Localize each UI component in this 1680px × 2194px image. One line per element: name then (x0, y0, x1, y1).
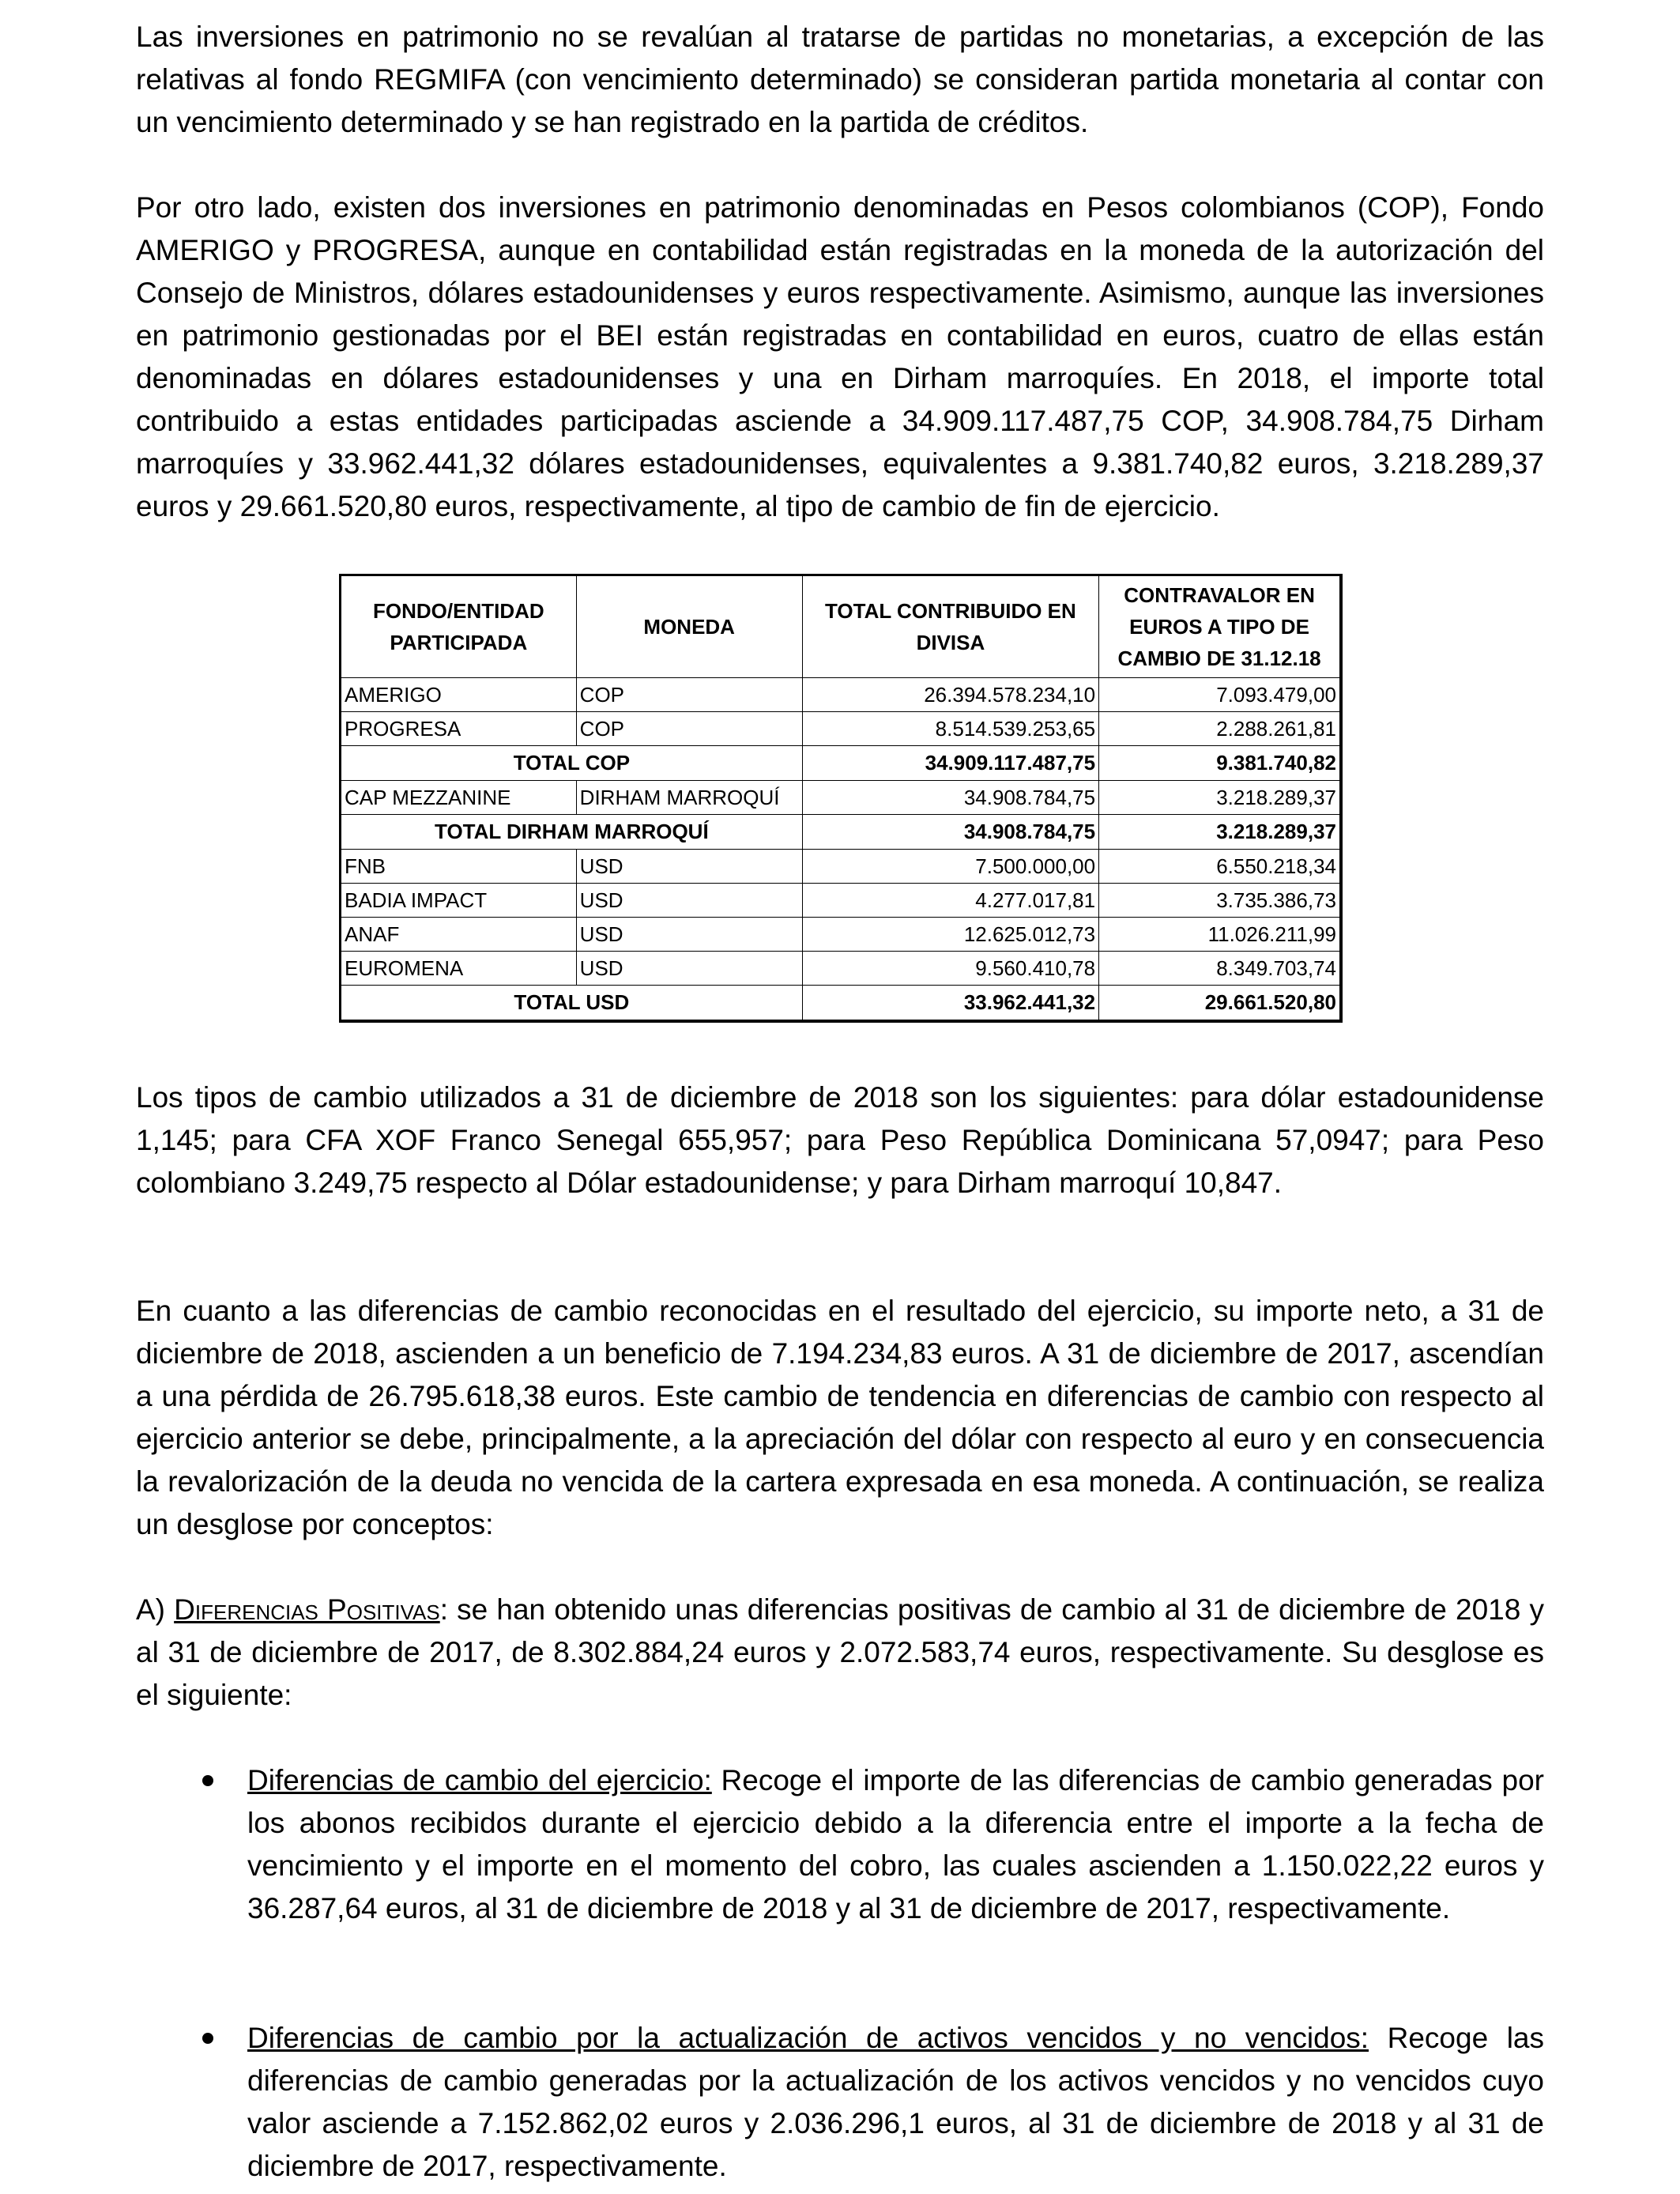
paragraph-text (136, 1589, 1544, 1717)
table-row (341, 781, 1342, 815)
cell-total-label: TOTAL DIRHAM MARROQUÍ (341, 815, 803, 850)
paragraph-diferencias-cambio (136, 1290, 1544, 1546)
cell-total: 4.277.017,81 (802, 884, 1098, 918)
cell-entidad: AMERIGO (341, 678, 577, 712)
cell-contravalor: 7.093.479,00 (1099, 678, 1341, 712)
paragraph-text: En cuanto a las diferencias de cambio reconocidas en el resultado del ejercicio, su importe neto, a 31 de diciembre de 2018, ascienden a un beneficio de 7.194.234,83 euros. A 31 de diciembre de 2017, ascendían a una pérdida de 26.795.618,38 euros. Este cambio de tendencia en diferencias de cambio con respecto al ejercicio anterior se debe, principalmente, a la apreciación del dólar con respecto al euro y en consecuencia la revalorización de la deuda no vencida de la cartera expresada en esa moneda. A continuación, se realiza un desglose por conceptos: (136, 1295, 1544, 1540)
table-row (341, 712, 1342, 746)
cell-moneda: USD (576, 952, 802, 986)
cell-contravalor: 6.550.218,34 (1099, 850, 1341, 884)
list-item (136, 2017, 1544, 2188)
header-total: TOTAL CONTRIBUIDO EN DIVISA (802, 575, 1098, 678)
paragraph-tipos-cambio (136, 1076, 1544, 1204)
bullet-icon (202, 2033, 213, 2044)
cell-entidad: FNB (341, 850, 577, 884)
bullet-text (247, 1759, 1544, 1930)
cell-total: 26.394.578.234,10 (802, 678, 1098, 712)
bullet-icon (202, 1775, 213, 1786)
cell-contravalor: 11.026.211,99 (1099, 918, 1341, 952)
cell-total: 8.514.539.253,65 (802, 712, 1098, 746)
section-text: : se han obtenido unas diferencias positivas de cambio al 31 de diciembre de 2018 y al 31 de diciembre de 2017, de 8.302.884,24 euros y 2.072.583,74 euros, respectivamente. Su desglose es el siguiente: (136, 1593, 1544, 1711)
cell-total: 9.560.410,78 (802, 952, 1098, 986)
paragraph-diferencias-positivas (136, 1589, 1544, 1717)
table-row (341, 884, 1342, 918)
cell-total: 34.909.117.487,75 (802, 746, 1098, 781)
cell-moneda: COP (576, 678, 802, 712)
section-heading: Diferencias Positivas (174, 1593, 440, 1626)
cell-contravalor: 29.661.520,80 (1099, 986, 1341, 1022)
cell-entidad: EUROMENA (341, 952, 577, 986)
cell-contravalor: 2.288.261,81 (1099, 712, 1341, 746)
paragraph-inversiones-patrimonio (136, 16, 1544, 144)
cell-entidad: ANAF (341, 918, 577, 952)
header-contravalor: CONTRAVALOR EN EUROS A TIPO DE CAMBIO DE 31.12.18 (1099, 575, 1341, 678)
cell-entidad: PROGRESA (341, 712, 577, 746)
table-total-row (341, 746, 1342, 781)
cell-moneda: USD (576, 884, 802, 918)
cell-entidad: BADIA IMPACT (341, 884, 577, 918)
header-moneda: MONEDA (576, 575, 802, 678)
contribution-table (339, 574, 1343, 1023)
cell-total-label: TOTAL USD (341, 986, 803, 1022)
cell-contravalor: 8.349.703,74 (1099, 952, 1341, 986)
cell-moneda: USD (576, 918, 802, 952)
table-row (341, 850, 1342, 884)
cell-contravalor: 9.381.740,82 (1099, 746, 1341, 781)
cell-moneda: DIRHAM MARROQUÍ (576, 781, 802, 815)
cell-moneda: USD (576, 850, 802, 884)
table-total-row (341, 986, 1342, 1022)
cell-total: 34.908.784,75 (802, 815, 1098, 850)
header-entidad: FONDO/ENTIDAD PARTICIPADA (341, 575, 577, 678)
section-prefix: A) (136, 1593, 175, 1626)
cell-total-label: TOTAL COP (341, 746, 803, 781)
cell-total: 7.500.000,00 (802, 850, 1098, 884)
bullet-body: Recoge las diferencias de cambio generadas por la actualización de los activos vencidos y no vencidos cuyo valor asciende a 7.152.862,02 euros y 2.036.296,1 euros, al 31 de diciembre de 2018 y al 31 de diciembre de 2017, respectivamente. (247, 2022, 1544, 2182)
table-total-row (341, 815, 1342, 850)
cell-total: 33.962.441,32 (802, 986, 1098, 1022)
bullet-text (247, 2017, 1544, 2188)
cell-total: 12.625.012,73 (802, 918, 1098, 952)
bullet-body: Recoge el importe de las diferencias de cambio generadas por los abonos recibidos durante el ejercicio debido a la diferencia entre el importe a la fecha de vencimiento y el importe en el momento del cobro, las cuales ascienden a 1.150.022,22 euros y 36.287,64 euros, al 31 de diciembre de 2018 y al 31 de diciembre de 2017, respectivamente. (247, 1764, 1544, 1924)
bullet-heading: Diferencias de cambio del ejercicio: (247, 1764, 712, 1796)
table-header-row (341, 575, 1342, 678)
paragraph-text: Los tipos de cambio utilizados a 31 de diciembre de 2018 son los siguientes: para dólar estadounidense 1,145; para CFA XOF Franco Senegal 655,957; para Peso República Dominicana 57,0947; para Peso colombiano 3.249,75 respecto al Dólar estadounidense; y para Dirham marroquí 10,847. (136, 1081, 1544, 1199)
table-row (341, 952, 1342, 986)
paragraph-text: Por otro lado, existen dos inversiones en patrimonio denominadas en Pesos colombianos (COP), Fondo AMERIGO y PROGRESA, aunque en contabilidad están registradas en la moneda de la autorización del Consejo de Ministros, dólares estadounidenses y euros respectivamente. Asimismo, aunque las inversiones en patrimonio gestionadas por el BEI están registradas en contabilidad en euros, cuatro de ellas están denominadas en dólares estadounidenses y una en Dirham marroquíes. En 2018, el importe total contribuido a estas entidades participadas asciende a 34.909.117.487,75 COP, 34.908.784,75 Dirham marroquíes y 33.962.441,32 dólares estadounidenses, equivalentes a 9.381.740,82 euros, 3.218.289,37 euros y 29.661.520,80 euros, respectivamente, al tipo de cambio de fin de ejercicio. (136, 191, 1544, 522)
bullet-heading: Diferencias de cambio por la actualización de activos vencidos y no vencidos: (247, 2022, 1369, 2054)
cell-contravalor: 3.218.289,37 (1099, 781, 1341, 815)
cell-moneda: COP (576, 712, 802, 746)
paragraph-otro-lado (136, 187, 1544, 528)
cell-entidad: CAP MEZZANINE (341, 781, 577, 815)
cell-contravalor: 3.218.289,37 (1099, 815, 1341, 850)
table-row (341, 678, 1342, 712)
list-item (136, 1759, 1544, 1930)
cell-total: 34.908.784,75 (802, 781, 1098, 815)
table-row (341, 918, 1342, 952)
cell-contravalor: 3.735.386,73 (1099, 884, 1341, 918)
paragraph-text: Las inversiones en patrimonio no se revalúan al tratarse de partidas no monetarias, a excepción de las relativas al fondo REGMIFA (con vencimiento determinado) se consideran partida monetaria al contar con un vencimiento determinado y se han registrado en la partida de créditos. (136, 21, 1544, 138)
